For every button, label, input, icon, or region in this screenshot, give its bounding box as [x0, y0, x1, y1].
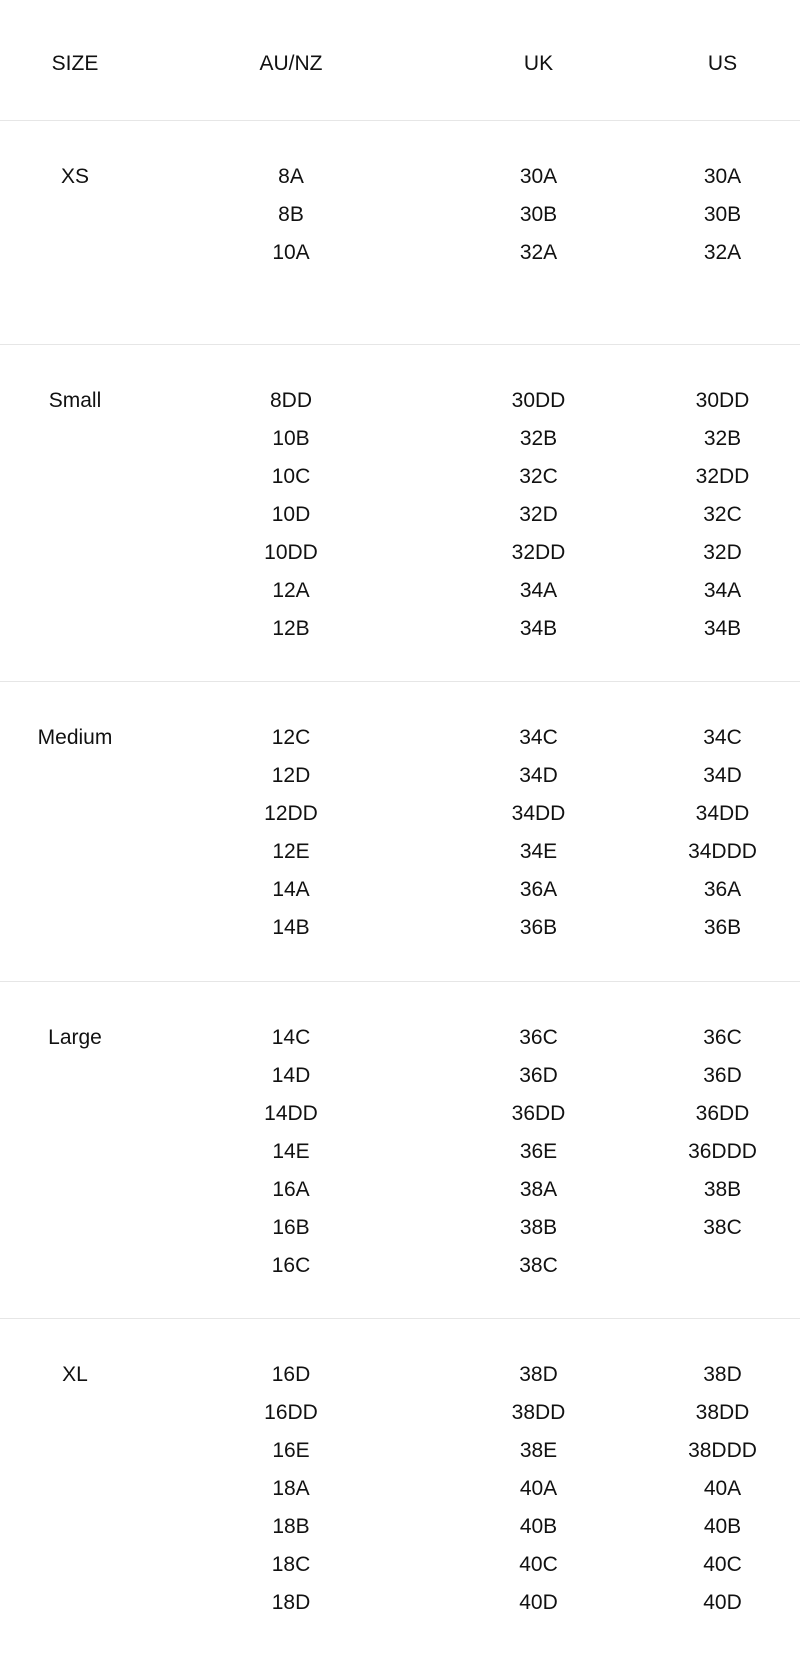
- uk-value: 34C: [519, 726, 558, 749]
- uk-value: 36B: [519, 916, 558, 939]
- us-value: 38DD: [695, 1401, 750, 1424]
- us-value: 34DD: [695, 802, 750, 825]
- us-value: 32DD: [695, 465, 750, 488]
- aunz-value: 8A: [278, 165, 304, 188]
- uk-value: 32D: [519, 503, 558, 526]
- us-value: 38DDD: [688, 1439, 757, 1462]
- aunz-value: 12DD: [264, 802, 318, 825]
- uk-column: [432, 382, 645, 681]
- uk-value: 38DD: [511, 1401, 566, 1424]
- uk-value: 36DD: [511, 1102, 566, 1125]
- aunz-value: 18B: [272, 1515, 310, 1538]
- aunz-column: [150, 719, 432, 981]
- us-value: 30DD: [695, 389, 750, 412]
- size-label: Large: [48, 1026, 102, 1049]
- aunz-value: 10DD: [264, 541, 318, 564]
- aunz-value: 14DD: [264, 1102, 318, 1125]
- aunz-value: 14B: [272, 916, 310, 939]
- size-group-row: [0, 982, 800, 1319]
- us-value: 34B: [703, 617, 742, 640]
- aunz-column: [150, 1356, 432, 1653]
- aunz-value: 18A: [272, 1477, 310, 1500]
- uk-value: 30B: [519, 203, 558, 226]
- uk-value: 40D: [519, 1591, 558, 1614]
- aunz-value: 10A: [272, 241, 310, 264]
- us-value: 34D: [703, 764, 742, 787]
- aunz-value: 14A: [272, 878, 310, 901]
- size-groups: [0, 121, 800, 1653]
- aunz-value: 12D: [271, 764, 311, 787]
- us-value: 40D: [703, 1591, 742, 1614]
- us-value: 32B: [703, 427, 742, 450]
- uk-value: 38C: [519, 1254, 558, 1277]
- uk-column: [432, 158, 645, 344]
- us-value: 38B: [703, 1178, 742, 1201]
- uk-value: 40B: [519, 1515, 558, 1538]
- aunz-value: 12E: [272, 840, 310, 863]
- uk-value: 38E: [519, 1439, 558, 1462]
- uk-value: 38D: [519, 1363, 558, 1386]
- header-uk: UK: [523, 52, 554, 75]
- us-value: 40C: [703, 1553, 742, 1576]
- us-value: 36DD: [695, 1102, 750, 1125]
- aunz-value: 16D: [271, 1363, 311, 1386]
- us-value: 34A: [703, 579, 742, 602]
- us-value: 38C: [703, 1216, 742, 1239]
- us-value: 36C: [703, 1026, 742, 1049]
- aunz-column: [150, 158, 432, 344]
- uk-value: 32B: [519, 427, 558, 450]
- uk-value: 32A: [519, 241, 558, 264]
- aunz-value: 14C: [271, 1026, 311, 1049]
- table-header-row: [0, 0, 800, 121]
- header-aunz: AU/NZ: [259, 52, 323, 75]
- aunz-value: 8B: [278, 203, 304, 226]
- aunz-value: 14E: [272, 1140, 310, 1163]
- uk-value: 34B: [519, 617, 558, 640]
- header-size: SIZE: [51, 52, 99, 75]
- uk-column: [432, 1019, 645, 1318]
- uk-value: 40C: [519, 1553, 558, 1576]
- aunz-value: 18D: [271, 1591, 311, 1614]
- aunz-value: 14D: [271, 1064, 311, 1087]
- us-value: 40A: [703, 1477, 742, 1500]
- us-value: 38D: [703, 1363, 742, 1386]
- aunz-value: 10B: [272, 427, 310, 450]
- us-column: [645, 158, 800, 344]
- size-group-row: [0, 345, 800, 682]
- us-value: 36B: [703, 916, 742, 939]
- aunz-value: 12A: [272, 579, 310, 602]
- uk-column: [432, 719, 645, 981]
- us-value: 32D: [703, 541, 742, 564]
- us-value: 36D: [703, 1064, 742, 1087]
- uk-column: [432, 1356, 645, 1653]
- size-label: Medium: [37, 726, 113, 749]
- us-value: 36DDD: [688, 1140, 757, 1163]
- us-column: [645, 1356, 800, 1653]
- uk-value: 36E: [519, 1140, 558, 1163]
- uk-value: 40A: [519, 1477, 558, 1500]
- uk-value: 36D: [519, 1064, 558, 1087]
- uk-value: 34DD: [511, 802, 566, 825]
- us-value: 32C: [703, 503, 742, 526]
- size-label: Small: [48, 389, 102, 412]
- uk-value: 32DD: [511, 541, 566, 564]
- size-group-row: [0, 121, 800, 345]
- size-group-row: [0, 1319, 800, 1653]
- aunz-value: 18C: [271, 1553, 311, 1576]
- uk-value: 30DD: [511, 389, 566, 412]
- us-value: 34DDD: [688, 840, 757, 863]
- aunz-column: [150, 382, 432, 681]
- uk-value: 32C: [519, 465, 558, 488]
- us-column: [645, 1019, 800, 1318]
- uk-value: 34D: [519, 764, 558, 787]
- uk-value: 36C: [519, 1026, 558, 1049]
- aunz-value: 12C: [271, 726, 311, 749]
- uk-value: 38A: [519, 1178, 558, 1201]
- us-value: 34C: [703, 726, 742, 749]
- uk-value: 30A: [519, 165, 558, 188]
- aunz-value: 8DD: [269, 389, 312, 412]
- aunz-column: [150, 1019, 432, 1318]
- uk-value: 38B: [519, 1216, 558, 1239]
- aunz-value: 10C: [271, 465, 311, 488]
- us-value: 30B: [703, 203, 742, 226]
- aunz-value: 16DD: [264, 1401, 318, 1424]
- size-label: XS: [60, 165, 89, 188]
- us-value: 40B: [703, 1515, 742, 1538]
- size-group-row: [0, 682, 800, 982]
- aunz-value: 12B: [272, 617, 310, 640]
- us-column: [645, 382, 800, 681]
- header-us: US: [707, 52, 738, 75]
- size-label: XL: [62, 1363, 88, 1386]
- us-column: [645, 719, 800, 981]
- us-value: 36A: [703, 878, 742, 901]
- aunz-value: 16B: [272, 1216, 310, 1239]
- uk-value: 34E: [519, 840, 558, 863]
- us-value: 32A: [703, 241, 742, 264]
- aunz-value: 16E: [272, 1439, 310, 1462]
- uk-value: 34A: [519, 579, 558, 602]
- aunz-value: 16C: [271, 1254, 311, 1277]
- aunz-value: 16A: [272, 1178, 310, 1201]
- us-value: 30A: [703, 165, 742, 188]
- aunz-value: 10D: [271, 503, 311, 526]
- uk-value: 36A: [519, 878, 558, 901]
